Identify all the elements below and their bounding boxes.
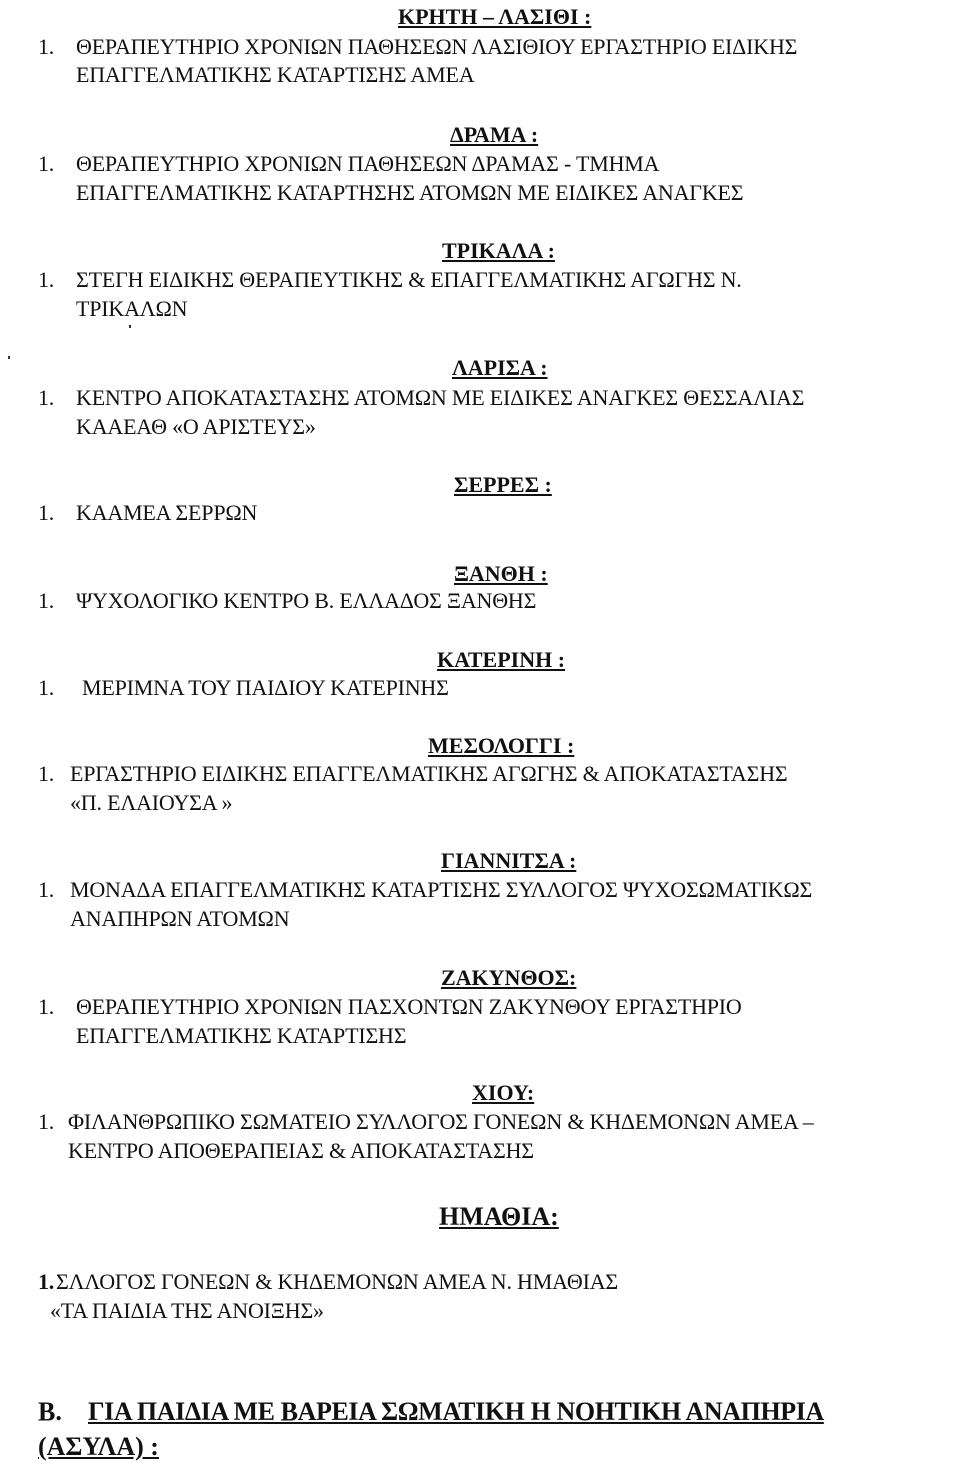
heading-imathia: ΗΜΑΘΙΑ: (439, 1202, 559, 1231)
item-line: ΚΕΝΤΡΟ ΑΠΟΚΑΤΑΣΤΑΣΗΣ ΑΤΟΜΩΝ ΜΕ ΕΙΔΙΚΕΣ ΑΝΑΓΚΕΣ ΘΕΣΣΑΛΙΑΣ (76, 385, 805, 410)
item-number: 1. (38, 500, 55, 525)
item-line: ΕΠΑΓΓΕΛΜΑΤΙΚΗΣ ΚΑΤΑΡΤΗΣΗΣ ΑΤΟΜΩΝ ΜΕ ΕΙΔΙΚΕΣ ΑΝΑΓΚΕΣ (76, 180, 744, 205)
heading-serres: ΣΕΡΡΕΣ : (454, 472, 552, 497)
item-number: 1. (38, 761, 55, 786)
heading-katerini: ΚΑΤΕΡΙΝΗ : (437, 647, 566, 672)
item-number: 1. (38, 588, 55, 613)
heading-mesologgi: ΜΕΣΟΛΟΓΓΙ : (428, 733, 575, 758)
item-line: «ΤΑ ΠΑΙΔΙΑ ΤΗΣ ΑΝΟΙΞΗΣ» (50, 1298, 324, 1323)
item-line: ΕΠΑΓΓΕΛΜΑΤΙΚΗΣ ΚΑΤΑΡΤΙΣΗΣ ΑΜΕΑ (76, 62, 475, 87)
item-line: ΣΤΕΓΗ ΕΙΔΙΚΗΣ ΘΕΡΑΠΕΥΤΙΚΗΣ & ΕΠΑΓΓΕΛΜΑΤΙΚΗΣ ΑΓΩΓΗΣ Ν. (76, 267, 742, 292)
item-number: 1. (38, 34, 55, 59)
item-number: 1. (38, 1269, 55, 1294)
heading-xanthi: ΞΑΝΘΗ : (454, 561, 548, 586)
section-b-title: ΓΙΑ ΠΑΙΔΙΑ ΜΕ ΒΑΡΕΙΑ ΣΩΜΑΤΙΚΗ Η ΝΟΗΤΙΚΗ ΑΝΑΠΗΡΙΑ (88, 1397, 824, 1426)
item-line: ΜΕΡΙΜΝΑ ΤΟΥ ΠΑΙΔΙΟΥ ΚΑΤΕΡΙΝΗΣ (82, 675, 449, 700)
item-line: ΚΑΑΜΕΑ ΣΕΡΡΩΝ (76, 500, 258, 525)
heading-larisa: ΛΑΡΙΣΑ : (452, 355, 548, 380)
scan-speck (129, 325, 131, 328)
section-b-letter: Β. (38, 1397, 62, 1426)
item-line: ΨΥΧΟΛΟΓΙΚΟ ΚΕΝΤΡΟ Β. ΕΛΛΑΔΟΣ ΞΑΝΘΗΣ (76, 588, 537, 613)
item-number: 1. (38, 1109, 55, 1134)
item-number: 1. (38, 151, 55, 176)
item-line: ΘΕΡΑΠΕΥΤΗΡΙΟ ΧΡΟΝΙΩΝ ΠΑΣΧΟΝΤΩΝ ΖΑΚΥΝΘΟΥ ΕΡΓΑΣΤΗΡΙΟ (76, 994, 742, 1019)
item-line: ΜΟΝΑΔΑ ΕΠΑΓΓΕΛΜΑΤΙΚΗΣ ΚΑΤΑΡΤΙΣΗΣ ΣΥΛΛΟΓΟΣ ΨΥΧΟΣΩΜΑΤΙΚΩΣ (70, 877, 813, 902)
item-number: 1. (38, 675, 55, 700)
heading-giannitsa: ΓΙΑΝΝΙΤΣΑ : (441, 848, 577, 873)
item-number: 1. (38, 994, 55, 1019)
heading-trikala: ΤΡΙΚΑΛΑ : (442, 238, 555, 263)
scan-speck (8, 356, 10, 359)
item-line: ΦΙΛΑΝΘΡΩΠΙΚΟ ΣΩΜΑΤΕΙΟ ΣΥΛΛΟΓΟΣ ΓΟΝΕΩΝ & ΚΗΔΕΜΟΝΩΝ ΑΜΕΑ – (68, 1109, 814, 1134)
item-number: 1. (38, 877, 55, 902)
heading-zakynthos: ΖΑΚΥΝΘΟΣ: (441, 965, 577, 990)
heading-chios: ΧΙΟΥ: (472, 1080, 535, 1105)
item-line: ΘΕΡΑΠΕΥΤΗΡΙΟ ΧΡΟΝΙΩΝ ΠΑΘΗΣΕΩΝ ΛΑΣΙΘΙΟΥ ΕΡΓΑΣΤΗΡΙΟ ΕΙΔΙΚΗΣ (76, 34, 798, 59)
item-line: ΚΕΝΤΡΟ ΑΠΟΘΕΡΑΠΕΙΑΣ & ΑΠΟΚΑΤΑΣΤΑΣΗΣ (68, 1138, 534, 1163)
item-line: «Π. ΕΛΑΙΟΥΣΑ » (70, 790, 233, 815)
item-number: 1. (38, 385, 55, 410)
item-line: ΑΝΑΠΗΡΩΝ ΑΤΟΜΩΝ (70, 906, 290, 931)
item-line: ΕΠΑΓΓΕΛΜΑΤΙΚΗΣ ΚΑΤΑΡΤΙΣΗΣ (76, 1023, 407, 1048)
item-line: ΚΑΑΕΑΘ «Ο ΑΡΙΣΤΕΥΣ» (76, 414, 316, 439)
item-number: 1. (38, 267, 55, 292)
heading-drama: ΔΡΑΜΑ : (450, 122, 539, 147)
item-line: ΣΛΛΟΓΟΣ ΓΟΝΕΩΝ & ΚΗΔΕΜΟΝΩΝ ΑΜΕΑ Ν. ΗΜΑΘΙΑΣ (56, 1269, 618, 1294)
section-b-title-cont: (ΑΣΥΛΑ) : (38, 1432, 159, 1461)
item-line: ΘΕΡΑΠΕΥΤΗΡΙΟ ΧΡΟΝΙΩΝ ΠΑΘΗΣΕΩΝ ΔΡΑΜΑΣ - ΤΜΗΜΑ (76, 151, 660, 176)
heading-kriti-lasithi: ΚΡΗΤΗ – ΛΑΣΙΘΙ : (398, 4, 592, 29)
item-line: ΕΡΓΑΣΤΗΡΙΟ ΕΙΔΙΚΗΣ ΕΠΑΓΓΕΛΜΑΤΙΚΗΣ ΑΓΩΓΗΣ & ΑΠΟΚΑΤΑΣΤΑΣΗΣ (70, 761, 788, 786)
item-line: ΤΡΙΚΑΛΩΝ (76, 296, 188, 321)
